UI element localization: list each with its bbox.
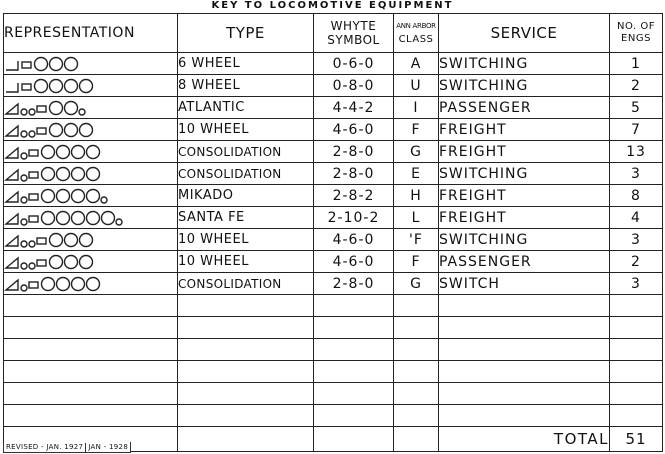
blank-cell [610,339,663,361]
boiler-icon [29,150,38,156]
table-row [4,273,663,295]
blank-cell [610,295,663,317]
driving-wheel-icon [42,145,55,158]
header-class [394,14,439,53]
header-representation: REPRESENTATION [4,14,178,53]
representation-cell [4,207,178,229]
engines-count-cell: 3 [610,273,663,295]
driving-wheel-icon [87,145,100,158]
pilot-icon [6,280,18,290]
blank-cell [439,361,610,383]
table-row [4,75,663,97]
pilot-icon [6,214,18,224]
class-cell: I [394,97,439,119]
header-class-line2: CLASS [398,34,434,45]
driving-wheel-icon [72,277,85,290]
driving-wheel-icon [42,189,55,202]
service-cell: FREIGHT [439,207,610,229]
engines-count-cell: 2 [610,251,663,273]
type-cell: SANTA FE [178,207,314,229]
leading-wheel-icon [21,175,27,181]
type-cell: 10 WHEEL [178,119,314,141]
whyte-symbol-cell: 4-6-0 [314,119,394,141]
header-engs-line1: NO. OF [617,21,655,32]
wheel-arrangement-icon [4,231,164,249]
boiler-icon [29,172,38,178]
blank-cell [314,295,394,317]
blank-cell [394,427,439,452]
leading-wheel-icon [29,241,35,247]
leading-wheel-icon [29,263,35,269]
blank-cell [439,339,610,361]
driving-wheel-icon [57,145,70,158]
header-service: SERVICE [439,14,610,53]
engines-count-cell: 13 [610,141,663,163]
driving-wheel-icon [65,233,78,246]
table-body [4,53,663,452]
wheel-arrangement-icon [4,275,164,293]
blank-cell [394,339,439,361]
engines-count-cell: 4 [610,207,663,229]
driving-wheel-icon [87,167,100,180]
service-cell: PASSENGER [439,251,610,273]
blank-cell [178,339,314,361]
driving-wheel-icon [102,211,115,224]
leading-wheel-icon [29,131,35,137]
driving-wheel-icon [65,101,78,114]
driving-wheel-icon [50,123,63,136]
driving-wheel-icon [57,189,70,202]
locomotive-key-table [3,13,663,452]
engines-count-cell: 3 [610,229,663,251]
driving-wheel-icon [50,101,63,114]
service-cell: PASSENGER [439,97,610,119]
class-cell: A [394,53,439,75]
leading-wheel-icon [29,109,35,115]
representation-cell [4,119,178,141]
blank-cell [394,405,439,427]
service-cell: SWITCHING [439,53,610,75]
whyte-symbol-cell: 4-6-0 [314,229,394,251]
leading-wheel-icon [21,131,27,137]
driving-wheel-icon [50,255,63,268]
type-cell: 6 WHEEL [178,53,314,75]
blank-cell [4,405,178,427]
blank-cell [4,339,178,361]
service-cell: SWITCH [439,273,610,295]
type-cell: CONSOLIDATION [178,141,314,163]
type-cell: 10 WHEEL [178,229,314,251]
driving-wheel-icon [72,145,85,158]
driving-wheel-icon [80,255,93,268]
class-cell: G [394,273,439,295]
blank-row [4,339,663,361]
pilot-icon [6,170,18,180]
driving-wheel-icon [42,277,55,290]
blank-cell [178,405,314,427]
table-row [4,251,663,273]
leading-wheel-icon [21,241,27,247]
leading-wheel-icon [21,263,27,269]
blank-cell [314,383,394,405]
class-cell: G [394,141,439,163]
driving-wheel-icon [65,79,78,92]
blank-cell [314,405,394,427]
blank-cell [394,383,439,405]
type-cell: 10 WHEEL [178,251,314,273]
driving-wheel-icon [42,167,55,180]
driving-wheel-icon [80,123,93,136]
class-cell: L [394,207,439,229]
blank-cell [439,317,610,339]
representation-cell [4,163,178,185]
service-cell: FREIGHT [439,141,610,163]
blank-row [4,317,663,339]
table-row [4,229,663,251]
service-cell: SWITCHING [439,75,610,97]
table-row [4,97,663,119]
class-cell: H [394,185,439,207]
blank-cell [439,383,610,405]
whyte-symbol-cell: 0-8-0 [314,75,394,97]
blank-cell [314,339,394,361]
driving-wheel-icon [57,167,70,180]
driving-wheel-icon [87,211,100,224]
blank-row [4,295,663,317]
blank-cell [178,361,314,383]
wheel-arrangement-icon [4,209,164,227]
driving-wheel-icon [57,277,70,290]
blank-cell [4,361,178,383]
blank-cell [178,383,314,405]
header-whyte-line1: WHYTE [330,19,377,33]
leading-wheel-icon [21,197,27,203]
blank-cell [178,295,314,317]
whyte-symbol-cell: 2-10-2 [314,207,394,229]
total-label: TOTAL [439,427,610,452]
wheel-arrangement-icon [4,55,164,73]
representation-cell [4,273,178,295]
class-cell: E [394,163,439,185]
engines-count-cell: 3 [610,163,663,185]
pilot-icon [6,126,18,136]
wheel-arrangement-icon [4,165,164,183]
header-row [4,14,663,53]
pilot-icon [6,258,18,268]
header-type: TYPE [178,14,314,53]
blank-cell [4,295,178,317]
blank-cell [4,317,178,339]
blank-cell [439,295,610,317]
boiler-icon [29,282,38,288]
driving-wheel-icon [57,211,70,224]
boiler-icon [29,216,38,222]
header-whyte-symbol [314,14,394,53]
table-row [4,53,663,75]
leading-wheel-icon [21,153,27,159]
driving-wheel-icon [50,79,63,92]
blank-cell [314,427,394,452]
whyte-symbol-cell: 2-8-0 [314,163,394,185]
pilot-icon [6,83,18,92]
representation-cell [4,53,178,75]
blank-row [4,361,663,383]
trailing-wheel-icon [116,219,122,225]
driving-wheel-icon [50,57,63,70]
type-cell: ATLANTIC [178,97,314,119]
engines-count-cell: 1 [610,53,663,75]
class-cell: U [394,75,439,97]
blank-cell [314,361,394,383]
table-row [4,185,663,207]
class-cell: F [394,119,439,141]
boiler-icon [29,194,38,200]
trailing-wheel-icon [101,197,107,203]
driving-wheel-icon [87,277,100,290]
boiler-icon [22,84,31,90]
service-cell: SWITCHING [439,163,610,185]
class-cell: 'F [394,229,439,251]
trailing-wheel-icon [79,109,85,115]
blank-cell [610,405,663,427]
revised-date-2: JAN - 1928 [88,443,129,451]
header-engs-line2: ENGS [621,33,651,44]
blank-cell [178,427,314,452]
representation-cell [4,141,178,163]
pilot-icon [6,148,18,158]
class-cell: F [394,251,439,273]
driving-wheel-icon [35,79,48,92]
header-class-line1: ANN ARBOR [396,22,436,30]
leading-wheel-icon [21,285,27,291]
engines-count-cell: 8 [610,185,663,207]
wheel-arrangement-icon [4,121,164,139]
blank-cell [4,383,178,405]
sheet-title: KEY TO LOCOMOTIVE EQUIPMENT [211,0,454,11]
representation-cell [4,251,178,273]
header-engs [610,14,663,53]
blank-cell [314,317,394,339]
driving-wheel-icon [65,255,78,268]
driving-wheel-icon [87,189,100,202]
blank-cell [610,317,663,339]
table-row [4,207,663,229]
driving-wheel-icon [50,233,63,246]
driving-wheel-icon [80,79,93,92]
blank-cell [439,405,610,427]
blank-cell [394,295,439,317]
type-cell: CONSOLIDATION [178,163,314,185]
whyte-symbol-cell: 2-8-2 [314,185,394,207]
pilot-icon [6,104,18,114]
driving-wheel-icon [65,57,78,70]
service-cell: FREIGHT [439,119,610,141]
whyte-symbol-cell: 0-6-0 [314,53,394,75]
type-cell: MIKADO [178,185,314,207]
leading-wheel-icon [21,219,27,225]
table-row [4,141,663,163]
engines-count-cell: 2 [610,75,663,97]
blank-cell [394,361,439,383]
pilot-icon [6,236,18,246]
blank-row [4,383,663,405]
pilot-icon [6,61,18,70]
boiler-icon [37,260,46,266]
type-cell: 8 WHEEL [178,75,314,97]
blank-row [4,405,663,427]
table-row [4,163,663,185]
driving-wheel-icon [35,57,48,70]
table-row [4,119,663,141]
total-value: 51 [610,427,663,452]
representation-cell [4,97,178,119]
engines-count-cell: 5 [610,97,663,119]
boiler-icon [22,62,31,68]
driving-wheel-icon [72,167,85,180]
driving-wheel-icon [72,189,85,202]
driving-wheel-icon [42,211,55,224]
wheel-arrangement-icon [4,253,164,271]
boiler-icon [37,128,46,134]
leading-wheel-icon [21,109,27,115]
blank-cell [610,361,663,383]
representation-cell [4,75,178,97]
revision-note [3,442,131,453]
whyte-symbol-cell: 2-8-0 [314,141,394,163]
engines-count-cell: 7 [610,119,663,141]
pilot-icon [6,192,18,202]
wheel-arrangement-icon [4,77,164,95]
blank-cell [610,383,663,405]
whyte-symbol-cell: 2-8-0 [314,273,394,295]
driving-wheel-icon [65,123,78,136]
representation-cell [4,229,178,251]
representation-cell [4,185,178,207]
type-cell: CONSOLIDATION [178,273,314,295]
wheel-arrangement-icon [4,143,164,161]
whyte-symbol-cell: 4-4-2 [314,97,394,119]
whyte-symbol-cell: 4-6-0 [314,251,394,273]
wheel-arrangement-icon [4,187,164,205]
blank-cell [178,317,314,339]
driving-wheel-icon [80,233,93,246]
header-whyte-line2: SYMBOL [327,33,380,47]
blank-cell [394,317,439,339]
boiler-icon [37,106,46,112]
boiler-icon [37,238,46,244]
service-cell: FREIGHT [439,185,610,207]
revised-date-1: REVISED - JAN. 1927 [6,443,84,451]
wheel-arrangement-icon [4,99,164,117]
driving-wheel-icon [72,211,85,224]
service-cell: SWITCHING [439,229,610,251]
